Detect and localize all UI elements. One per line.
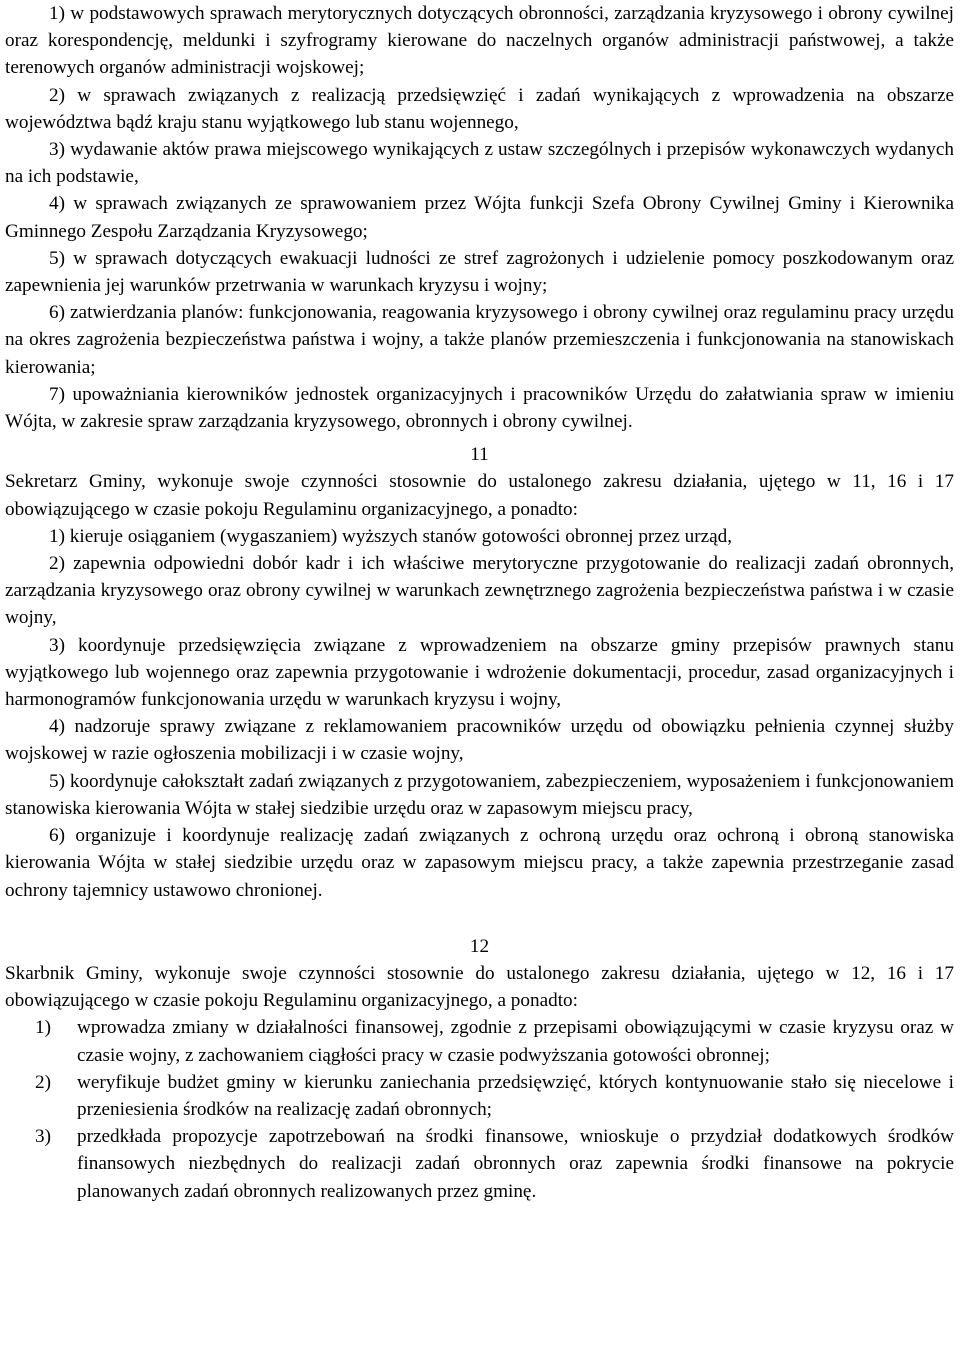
list-item-text: weryfikuje budżet gminy w kierunku zaniechania przedsięwzięć, których kontynuowanie stało się niecelowe i przeniesienia środków na realizację zadań obronnych; [77, 1071, 954, 1120]
section-11-item-5: 5) koordynuje całokształt zadań związanych z przygotowaniem, zabezpieczeniem, wyposażeniem i funkcjonowaniem stanowiska kierowania Wójta w stałej siedzibie urzędu oraz w zapasowym miejscu pracy, [5, 770, 954, 819]
section-11-item-3: 3) koordynuje przedsięwzięcia związane z wprowadzeniem na obszarze gminy przepisów prawnych stanu wyjątkowego lub wojennego oraz zapewnia przygotowanie i wdrożenie dokumentacji, procedur, zasad organizacyjnych i harmonogramów funkcjonowania urzędu w warunkach kryzysu i wojny, [5, 634, 954, 711]
intro-item-3: 3) wydawanie aktów prawa miejscowego wynikających z ustaw szczególnych i przepisów wykonawczych wydanych na ich podstawie, [5, 139, 954, 188]
section-12-item-1 [35, 1014, 954, 1068]
section-11-item-1: 1) kieruje osiąganiem (wygaszaniem) wyższych stanów gotowości obronnej przez urząd, [49, 525, 733, 547]
section-12-list [5, 1014, 954, 1204]
list-number: 2) [35, 1071, 51, 1093]
section-11-item-4: 4) nadzoruje sprawy związane z reklamowaniem pracowników urzędu od obowiązku pełnienia czynnej służby wojskowej w razie ogłoszenia mobilizacji i w czasie wojny, [5, 716, 954, 765]
section-12-intro: Skarbnik Gminy, wykonuje swoje czynności stosownie do ustalonego zakresu działania, ujętego w 12, 16 i 17 obowiązującego w czasie pokoju Regulaminu organizacyjnego, a ponadto: [5, 962, 954, 1012]
section-12-title: 12 [469, 935, 490, 957]
section-11-title: 11 [470, 444, 489, 466]
intro-item-6: 6) zatwierdzania planów: funkcjonowania, reagowania kryzysowego i obrony cywilnej oraz regulaminu pracy urzędu na okres zagrożenia bezpieczeństwa państwa i wojny, a także planów przemieszczenia i funkcjonowania na stanowiskach kierowania; [5, 302, 954, 378]
list-number: 1) [35, 1017, 51, 1039]
intro-item-7: 7) upoważniania kierowników jednostek organizacyjnych i pracowników Urzędu do załatwiania spraw w imieniu Wójta, w zakresie spraw zarządzania kryzysowego, obronnych i obrony cywilnej. [5, 383, 954, 433]
section-12-item-3 [35, 1123, 954, 1205]
section-11-item-6: 6) organizuje i koordynuje realizację zadań związanych z ochroną urzędu oraz ochroną i obroną stanowiska kierowania Wójta w stałej siedzibie urzędu oraz w zapasowym miejscu pracy, a także zapewnia przestrzeganie zasad ochrony tajemnicy ustawowo chronionej. [5, 825, 954, 901]
list-number: 3) [35, 1126, 51, 1148]
intro-item-1: 1) w podstawowych sprawach merytorycznych dotyczących obronności, zarządzania kryzysowego i obrony cywilnej oraz korespondencję, meldunki i szyfrogramy kierowane do naczelnych organów administracji państwowej, a także terenowych organów administracji wojskowej; [5, 3, 954, 79]
list-item-text: wprowadza zmiany w działalności finansowej, zgodnie z przepisami obowiązującymi w czasie kryzysu oraz w czasie wojny, z zachowaniem ciągłości pracy w czasie podwyższania gotowości obronnej; [77, 1017, 954, 1066]
intro-item-2: 2) w sprawach związanych z realizacją przedsięwzięć i zadań wynikających z wprowadzenia na obszarze województwa bądź kraju stanu wyjątkowego lub stanu wojennego, [5, 84, 954, 133]
list-item-text: przedkłada propozycje zapotrzebowań na środki finansowe, wnioskuje o przydział dodatkowych środków finansowych niezbędnych do realizacji zadań obronnych oraz zapewnia środki finansowe na pokrycie planowanych zadań obronnych realizowanych przez gminę. [77, 1126, 954, 1202]
section-12-item-2 [35, 1069, 954, 1123]
section-11-item-2: 2) zapewnia odpowiedni dobór kadr i ich właściwe merytoryczne przygotowanie do realizacji zadań obronnych, zarządzania kryzysowego oraz obrony cywilnej w warunkach zewnętrznego zagrożenia bezpieczeństwa państwa i w czasie wojny, [5, 553, 954, 629]
intro-item-4: 4) w sprawach związanych ze sprawowaniem przez Wójta funkcji Szefa Obrony Cywilnej Gminy i Kierownika Gminnego Zespołu Zarządzania Kryzysowego; [5, 193, 954, 242]
intro-item-5: 5) w sprawach dotyczących ewakuacji ludności ze stref zagrożonych i udzielenie pomocy poszkodowanym oraz zapewnienia jej warunków przetrwania w warunkach kryzysu i wojny; [5, 247, 954, 297]
section-11-intro: Sekretarz Gminy, wykonuje swoje czynności stosownie do ustalonego zakresu działania, ujętego w 11, 16 i 17 obowiązującego w czasie pokoju Regulaminu organizacyjnego, a ponadto: [5, 471, 954, 520]
